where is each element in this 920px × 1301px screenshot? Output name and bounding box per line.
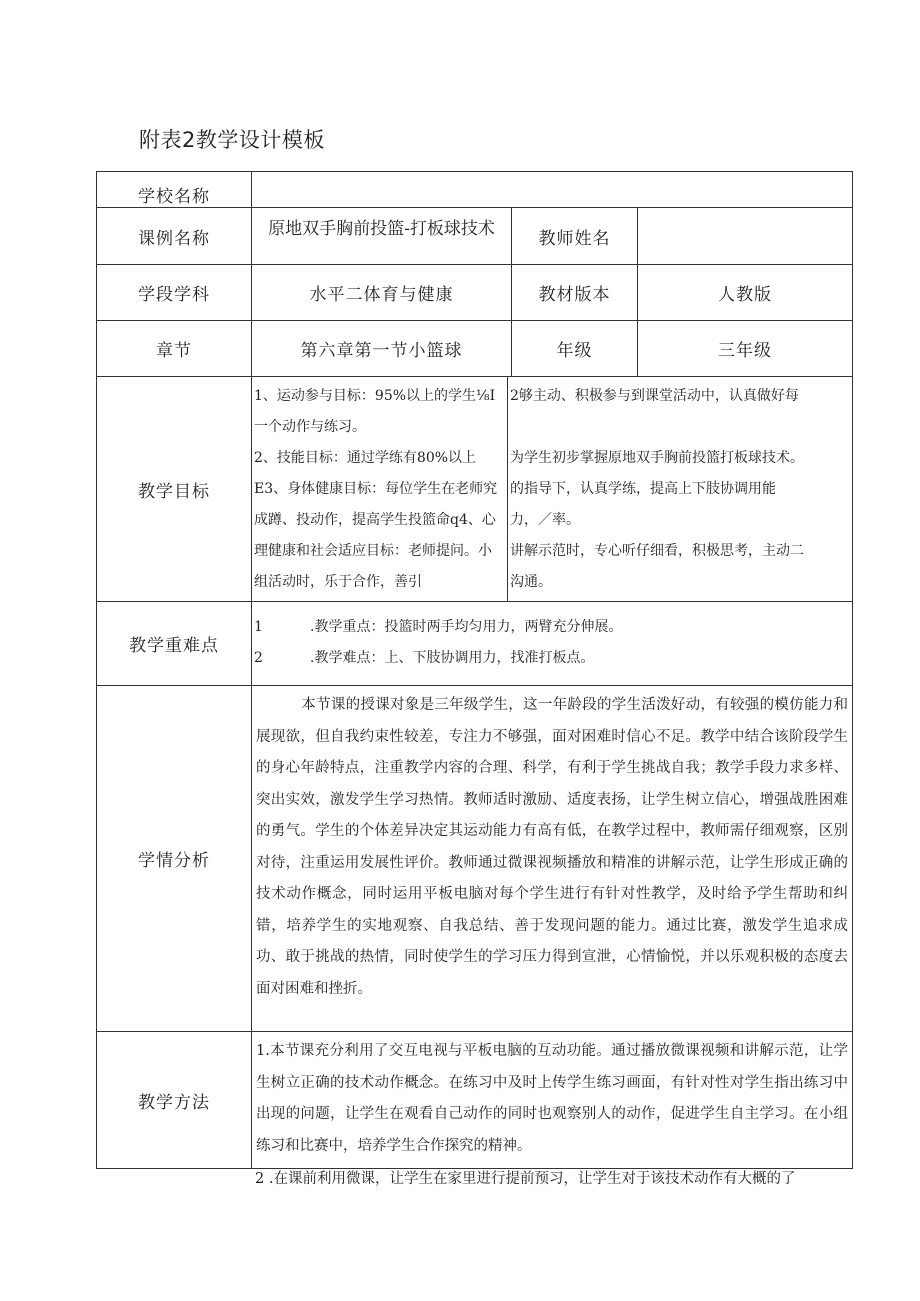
- goal-line: 成蹲、投动作，提高学生投篮命q4、心: [254, 512, 496, 528]
- analysis-text: 本节课的授课对象是三年级学生，这一年龄段的学生活泼好动，有较强的模仿能力和展现欲，但自我约束性较差，专注力不够强，面对困难时信心不足。教学中结合该阶段学生的身心年龄特点，注重教学内容的合理、科学，有利于学生挑战自我；教学手段力求多样、突出实效，激发学生学习热情。教师适时激励、适度表扬，让学生树立信心，增强战胜困难的勇气。学生的个体差异决定其运动能力有高有低，在教学过程中，教师需仔细观察，区别对待，注重运用发展性评价。教师通过微课视频播放和精准的讲解示范，让学生形成正确的技术动作概念，同时运用平板电脑对每个学生进行有针对性教学，及时给予学生帮助和纠错，培养学生的实地观察、自我总结、善于发现问题的能力。通过比赛，激发学生追求成功、敢于挑战的热情，同时使学生的学习压力得到宣泄，心情愉悦，并以乐观积极的态度去面对困难和挫折。: [256, 697, 849, 997]
- goals-cell: [252, 377, 853, 602]
- row-method: [97, 1032, 853, 1169]
- subject-label: 学段学科: [97, 265, 252, 321]
- list-item-number: 2: [254, 650, 263, 666]
- analysis-label: 学情分析: [97, 686, 252, 1032]
- lesson-value: 原地双手胸前投篮-打板球技术: [252, 208, 512, 265]
- chapter-value: 第六章第一节小篮球: [252, 321, 512, 377]
- teacher-value: [638, 208, 853, 265]
- goal-line: 沟通。: [510, 574, 552, 590]
- teacher-label: 教师姓名: [512, 208, 638, 265]
- key-points-cell: [252, 602, 853, 686]
- after-table-text: 2 .在课前利用微课，让学生在家里进行提前预习，让学生对于该技术动作有大概的了: [255, 1171, 796, 1187]
- goal-line: 一个动作与练习。: [254, 419, 366, 435]
- goal-line: 2够主动、积极参与到课堂活动中，认真做好每: [510, 388, 799, 404]
- subject-value: 水平二体育与健康: [252, 265, 512, 321]
- key-points-label: 教学重难点: [97, 602, 252, 686]
- row-school: [97, 172, 853, 208]
- school-label: 学校名称: [97, 172, 252, 208]
- school-value: [252, 172, 853, 208]
- row-analysis: [97, 686, 853, 1032]
- chapter-label: 章节: [97, 321, 252, 377]
- list-item-text: .教学重点：投篮时两手均匀用力，两臂充分伸展。: [310, 619, 623, 635]
- analysis-paragraph: [252, 686, 852, 1011]
- lesson-label: 课例名称: [97, 208, 252, 265]
- analysis-cell: [252, 686, 853, 1032]
- goal-line: 力，／率。: [510, 512, 580, 528]
- goal-line: 为学生初步掌握原地双手胸前投篮打板球技术。: [510, 450, 804, 466]
- goals-right-column: [508, 377, 848, 601]
- page-title: 附表2教学设计模板: [139, 128, 325, 152]
- method-label: 教学方法: [97, 1032, 252, 1169]
- goal-line: 的指导下，认真学练，提高上下肢协调用能: [510, 481, 776, 497]
- row-subject: [97, 265, 853, 321]
- edition-label: 教材版本: [512, 265, 638, 321]
- lesson-design-table: [96, 171, 853, 1169]
- goal-line: 理健康和社会适应目标：老师提问。小: [254, 543, 492, 559]
- row-goals: [97, 377, 853, 602]
- grade-value: 三年级: [638, 321, 853, 377]
- list-item-text: .教学难点：上、下肢协调用力，找准打板点。: [310, 650, 595, 666]
- goal-line: 讲解示范时，专心听仔细看，积极思考，主动二: [510, 543, 804, 559]
- goal-line: E3、身体健康目标：每位学生在老师究: [254, 481, 498, 497]
- goal-line: 1、运动参与目标：95%以上的学生⅛I: [254, 388, 496, 404]
- grade-label: 年级: [512, 321, 638, 377]
- row-chapter: [97, 321, 853, 377]
- goal-line: 2、技能目标：通过学练有80%以上: [254, 450, 477, 466]
- method-cell: [252, 1032, 853, 1169]
- row-lesson: [97, 208, 853, 265]
- goal-line: [510, 412, 846, 443]
- list-item-number: 1: [254, 619, 263, 635]
- edition-value: 人教版: [638, 265, 853, 321]
- list-item: [252, 612, 852, 643]
- goal-line: 组活动时，乐于合作，善引: [254, 574, 422, 590]
- goals-left-column: [252, 377, 508, 601]
- list-item: [252, 643, 852, 674]
- row-key-points: [97, 602, 853, 686]
- goals-label: 教学目标: [97, 377, 252, 602]
- method-text: 1.本节课充分利用了交互电视与平板电脑的互动功能。通过播放微课视频和讲解示范，让学生树立正确的技术动作概念。在练习中及时上传学生练习画面，有针对性对学生指出练习中出现的问题，让学生在观看自己动作的同时也观察别人的动作，促进学生自主学习。在小组练习和比赛中，培养学生合作探究的精神。: [256, 1043, 849, 1154]
- method-paragraph: [252, 1032, 852, 1168]
